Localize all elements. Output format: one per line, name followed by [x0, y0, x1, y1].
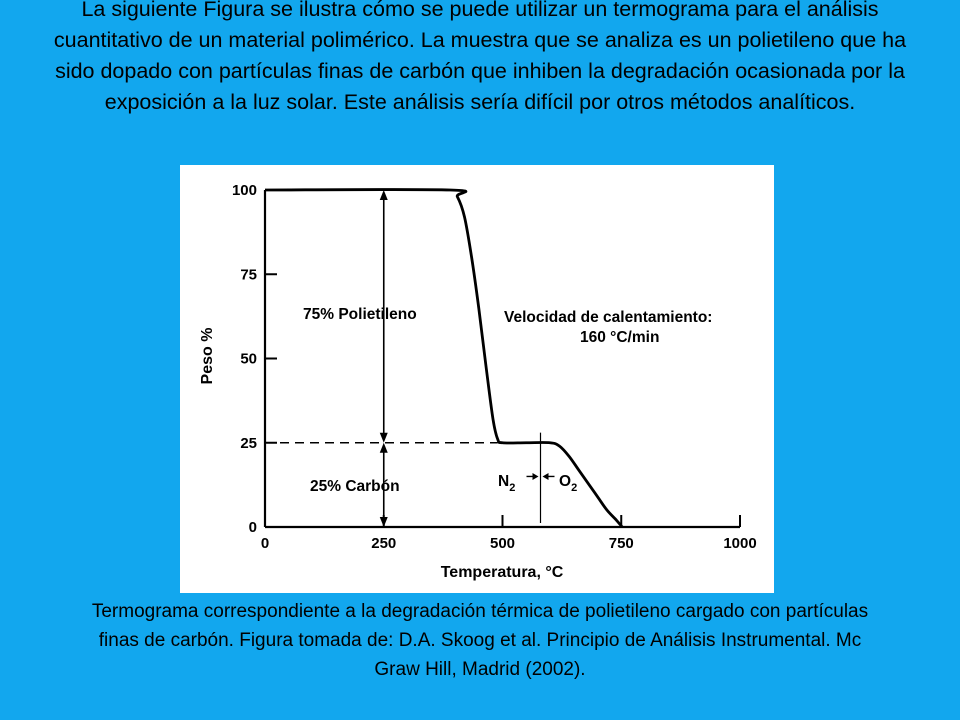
- polyethylene-arrow-head-top: [380, 190, 388, 200]
- y-axis-title: Peso %: [199, 327, 216, 385]
- thermogram-chart: [180, 165, 774, 593]
- o2-letter: O: [559, 473, 572, 490]
- x-axis-title: Temperatura, °C: [440, 564, 564, 581]
- n2-label: [498, 473, 515, 494]
- n2-letter: N: [498, 473, 510, 490]
- y-tick-label: 25: [240, 434, 257, 452]
- thermogram-figure: [180, 165, 774, 593]
- atmosphere-switch-arrow-right-head: [543, 473, 549, 480]
- x-tick-label: 750: [608, 535, 634, 552]
- carbon-arrow-head-bottom: [380, 517, 388, 527]
- carbon-label: 25% Carbón: [310, 478, 400, 495]
- x-tick-label: 250: [371, 535, 397, 552]
- y-tick-label: 0: [248, 519, 257, 536]
- heating-rate-line1: Velocidad de calentamiento:: [504, 309, 713, 326]
- y-tick-label: 100: [231, 182, 257, 199]
- intro-paragraph: La siguiente Figura se ilustra cómo se puede utilizar un termograma para el análisis cuantitativo de un material polimérico. La muestra que se analiza es un polietileno que ha sido dopado con partículas finas de carbón que inhiben la degradación ocasionada por la exposición a la luz solar. Este análisis sería difícil por otros métodos analíticos.: [53, 0, 907, 114]
- x-tick-label: 1000: [723, 535, 757, 552]
- y-tick-label: 75: [240, 266, 257, 284]
- carbon-arrow-head-top: [380, 443, 388, 453]
- polyethylene-label: 75% Polietileno: [303, 306, 417, 323]
- x-tick-label: 500: [489, 535, 516, 552]
- x-tick-label: 0: [260, 535, 270, 552]
- n2-subscript: 2: [509, 482, 516, 494]
- polyethylene-arrow-head-bottom: [380, 433, 388, 443]
- figure-caption: Termograma correspondiente a la degradación térmica de polietileno cargado con partículas finas de carbón. Figura tomada de: D.A. Skoog et al. Principio de Análisis Instrumental. Mc Graw Hill, Madrid (2002).: [91, 601, 869, 680]
- o2-label: [559, 473, 577, 494]
- heating-rate-line2: 160 °C/min: [580, 329, 660, 346]
- annotations: [265, 190, 555, 527]
- o2-subscript: 2: [571, 482, 578, 494]
- ticks: [232, 182, 757, 552]
- atmosphere-switch-arrow-left-head: [533, 473, 539, 480]
- y-tick-label: 50: [240, 350, 257, 368]
